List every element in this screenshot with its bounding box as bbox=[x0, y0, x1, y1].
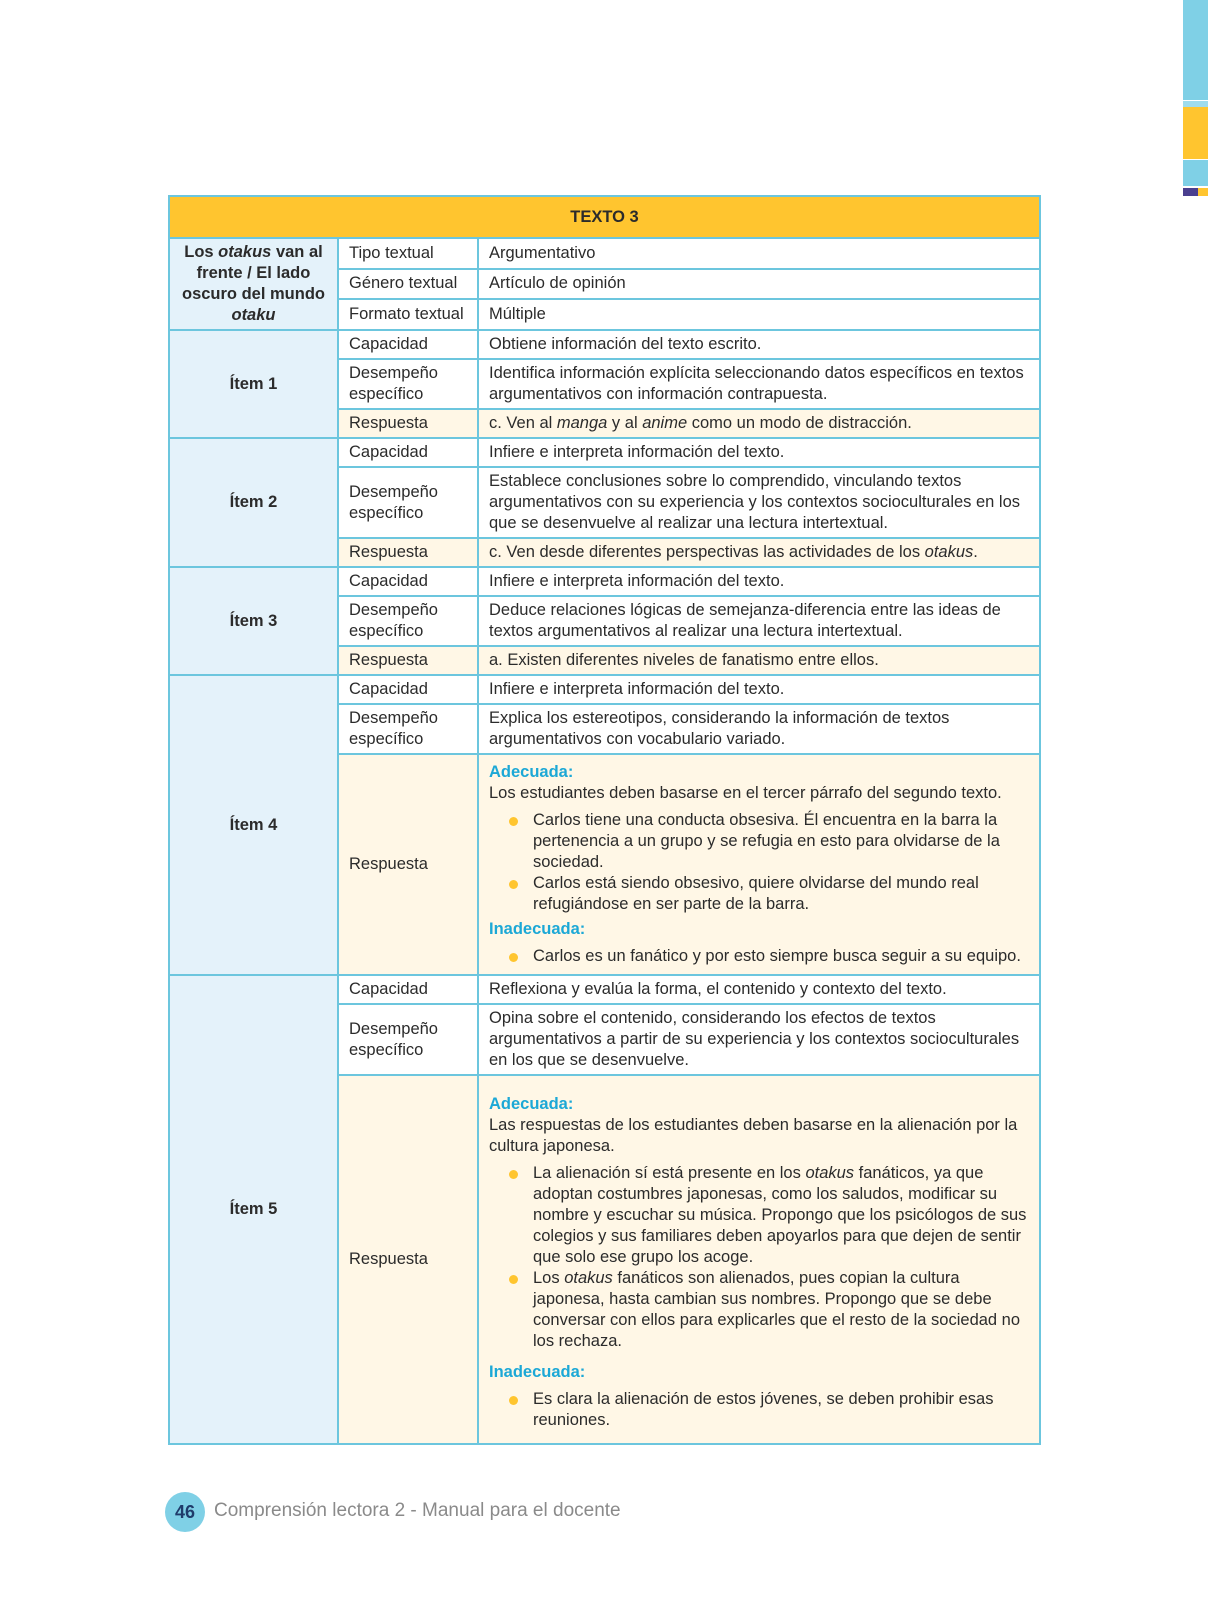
list-item: Carlos tiene una conducta obsesiva. Él encuentra en la barra la pertenencia a un grupo y se refugia en esto para olvidarse de la sociedad. bbox=[533, 810, 1029, 873]
inadecuada-list bbox=[489, 1389, 1029, 1431]
row-label: Respuesta bbox=[338, 409, 478, 438]
table-row bbox=[169, 675, 1040, 704]
assessment-table bbox=[168, 195, 1041, 1445]
bullet-text: La alienación sí está presente en los bbox=[533, 1164, 806, 1182]
table-row bbox=[169, 438, 1040, 467]
bullet-italic: otakus bbox=[564, 1269, 613, 1287]
row-label: Desempeño específico bbox=[338, 596, 478, 646]
answer-text: como un modo de distracción. bbox=[687, 414, 912, 432]
adecuada-list bbox=[489, 1163, 1029, 1352]
adecuada-list bbox=[489, 810, 1029, 915]
edge-tab-yellow bbox=[1183, 107, 1208, 159]
row-label: Desempeño específico bbox=[338, 704, 478, 754]
row-label: Género textual bbox=[338, 269, 478, 300]
list-item bbox=[533, 1268, 1029, 1352]
bullet-italic: otakus bbox=[805, 1164, 855, 1182]
adecuada-intro: Los estudiantes deben basarse en el tercer párrafo del segundo texto. bbox=[489, 784, 1002, 802]
table-row bbox=[169, 238, 1040, 269]
row-value: Artículo de opinión bbox=[478, 269, 1040, 300]
item4-capacidad: Infiere e interpreta información del texto. bbox=[478, 675, 1040, 704]
row-label: Desempeño específico bbox=[338, 467, 478, 538]
edge-tab-blue-lower bbox=[1183, 160, 1208, 186]
item4-desempeno: Explica los estereotipos, considerando la información de textos argumentativos con vocabulario variado. bbox=[478, 704, 1040, 754]
item2-respuesta bbox=[478, 538, 1040, 567]
item1-respuesta bbox=[478, 409, 1040, 438]
book-title: Comprensión lectora 2 - Manual para el docente bbox=[214, 1500, 621, 1521]
row-label: Tipo textual bbox=[338, 238, 478, 269]
table-row bbox=[169, 330, 1040, 359]
row-label: Desempeño específico bbox=[338, 359, 478, 409]
inadecuada-label: Inadecuada: bbox=[489, 920, 586, 938]
row-label: Respuesta bbox=[338, 754, 478, 975]
table-row bbox=[169, 567, 1040, 596]
edge-tab-yellow-small bbox=[1198, 188, 1208, 196]
row-label: Desempeño específico bbox=[338, 1004, 478, 1075]
item-name: Ítem 4 bbox=[169, 675, 338, 975]
answer-text: c. Ven al bbox=[489, 414, 557, 432]
item1-capacidad: Obtiene información del texto escrito. bbox=[478, 330, 1040, 359]
edge-tab-purple bbox=[1183, 188, 1198, 196]
inadecuada-list bbox=[489, 946, 1029, 967]
text-name-italic: otakus bbox=[218, 243, 272, 261]
item5-desempeno: Opina sobre el contenido, considerando los efectos de textos argumentativos a partir de su experiencia y los contextos socioculturales en los que se desenvuelve. bbox=[478, 1004, 1040, 1075]
item-name: Ítem 2 bbox=[169, 438, 338, 567]
list-item bbox=[533, 1163, 1029, 1268]
row-value: Argumentativo bbox=[478, 238, 1040, 269]
item2-desempeno: Establece conclusiones sobre lo comprendido, vinculando textos argumentativos con su experiencia y los contextos socioculturales en los que se desenvuelve al realizar una lectura intertextual. bbox=[478, 467, 1040, 538]
item-name: Ítem 1 bbox=[169, 330, 338, 438]
table-row bbox=[169, 975, 1040, 1004]
row-label: Respuesta bbox=[338, 646, 478, 675]
bullet-text: fanáticos, ya que adoptan costumbres japonesas, como los saludos, modificar su nombre y escuchar su música. Propongo que los psicólogos de sus colegios y sus familiares deben apoyarlos para que dejen de sentir que solo ese grupo los acoge. bbox=[533, 1164, 1027, 1266]
table-header-row bbox=[169, 196, 1040, 238]
item2-capacidad: Infiere e interpreta información del texto. bbox=[478, 438, 1040, 467]
answer-text: c. Ven desde diferentes perspectivas las actividades de los bbox=[489, 543, 925, 561]
item3-respuesta: a. Existen diferentes niveles de fanatismo entre ellos. bbox=[478, 646, 1040, 675]
item3-desempeno: Deduce relaciones lógicas de semejanza-diferencia entre las ideas de textos argumentativos al realizar una lectura intertextual. bbox=[478, 596, 1040, 646]
text-name-italic: otaku bbox=[231, 306, 276, 324]
list-item: Carlos está siendo obsesivo, quiere olvidarse del mundo real refugiándose en ser parte de la barra. bbox=[533, 873, 1029, 915]
row-label: Respuesta bbox=[338, 538, 478, 567]
row-label: Respuesta bbox=[338, 1075, 478, 1444]
item4-respuesta bbox=[478, 754, 1040, 975]
row-label: Capacidad bbox=[338, 438, 478, 467]
item1-desempeno: Identifica información explícita seleccionando datos específicos en textos argumentativos con información contrapuesta. bbox=[478, 359, 1040, 409]
answer-text: y al bbox=[607, 414, 643, 432]
text-name-cell bbox=[169, 238, 338, 330]
item5-capacidad: Reflexiona y evalúa la forma, el contenido y contexto del texto. bbox=[478, 975, 1040, 1004]
adecuada-label: Adecuada: bbox=[489, 1095, 574, 1113]
row-label: Capacidad bbox=[338, 330, 478, 359]
list-item: Carlos es un fanático y por esto siempre busca seguir a su equipo. bbox=[533, 946, 1029, 967]
inadecuada-label: Inadecuada: bbox=[489, 1363, 586, 1381]
text-name-part: van al frente / El lado oscuro del mundo bbox=[181, 243, 325, 303]
item5-respuesta bbox=[478, 1075, 1040, 1444]
adecuada-label: Adecuada: bbox=[489, 763, 574, 781]
item3-capacidad: Infiere e interpreta información del texto. bbox=[478, 567, 1040, 596]
item-name: Ítem 3 bbox=[169, 567, 338, 675]
row-label: Formato textual bbox=[338, 299, 478, 330]
answer-italic: manga bbox=[556, 414, 608, 432]
list-item: Es clara la alienación de estos jóvenes, se deben prohibir esas reuniones. bbox=[533, 1389, 1029, 1431]
row-label: Capacidad bbox=[338, 675, 478, 704]
bullet-text: fanáticos son alienados, pues copian la cultura japonesa, hasta cambian sus nombres. Propongo que se debe conversar con ellos para explicarles que el resto de la sociedad no los rechaza. bbox=[533, 1269, 1021, 1350]
row-label: Capacidad bbox=[338, 975, 478, 1004]
item-name: Ítem 5 bbox=[169, 975, 338, 1444]
row-label: Capacidad bbox=[338, 567, 478, 596]
answer-text: . bbox=[973, 543, 978, 561]
edge-tab-blue bbox=[1183, 0, 1208, 100]
answer-italic: otakus bbox=[924, 543, 974, 561]
answer-italic: anime bbox=[642, 414, 688, 432]
page-number-badge: 46 bbox=[165, 1492, 205, 1532]
row-value: Múltiple bbox=[478, 299, 1040, 330]
table-title: TEXTO 3 bbox=[169, 196, 1040, 238]
bullet-text: Los bbox=[533, 1269, 565, 1287]
text-name-part: Los bbox=[184, 243, 219, 261]
adecuada-intro: Las respuestas de los estudiantes deben basarse en la alienación por la cultura japonesa. bbox=[489, 1116, 1018, 1155]
